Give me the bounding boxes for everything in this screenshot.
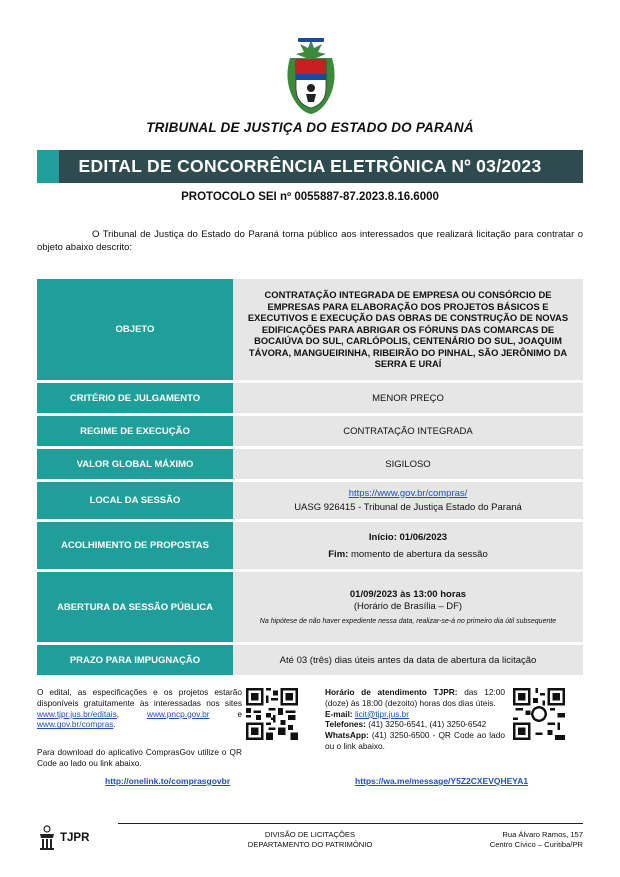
email-link[interactable]: licit@tjpr.jus.br [354, 708, 410, 719]
valor-label: VALOR GLOBAL MÁXIMO [37, 449, 233, 479]
horario-value: das 12:00 (doze) às 18:00 (dezoito) horas dos dias úteis. [325, 687, 506, 708]
local-cell [233, 482, 583, 519]
fim-label: Fim: [328, 549, 349, 560]
separator: e [209, 708, 242, 719]
parana-coat-of-arms-icon [280, 38, 342, 116]
title-banner [37, 150, 583, 183]
tjpr-logo-text: TJPR [60, 832, 90, 844]
fim-value: momento de abertura da sessão [348, 549, 488, 560]
table-row-objeto [37, 279, 583, 380]
onelink-url[interactable]: http://onelink.to/comprasgovbr [105, 776, 231, 786]
local-label: LOCAL DA SESSÃO [37, 482, 233, 519]
compras-link[interactable]: https://www.gov.br/compras/ [348, 487, 468, 499]
abertura-label: ABERTURA DA SESSÃO PÚBLICA [37, 572, 233, 642]
separator: , [116, 708, 147, 719]
link-tjpr-editais[interactable]: www.tjpr.jus.br/editais [37, 708, 117, 719]
abertura-cell [233, 572, 583, 642]
abertura-timezone: (Horário de Brasília – DF) [353, 600, 463, 612]
division-name: DIVISÃO DE LICITAÇÕES [264, 830, 356, 839]
court-name: TRIBUNAL DE JUSTIÇA DO ESTADO DO PARANÁ [146, 120, 474, 135]
whatsapp-label: WhatsApp: [325, 730, 369, 741]
tjpr-logo-icon [38, 825, 56, 851]
prazo-value: Até 03 (três) dias úteis antes da data de abertura da licitação [233, 645, 583, 675]
period: . [113, 719, 116, 730]
table-row-regime [37, 416, 583, 446]
tjpr-logo [38, 825, 89, 851]
edital-title: EDITAL DE CONCORRÊNCIA ELETRÔNICA Nº 03/2023 [78, 156, 542, 176]
acolhimento-inicio: Início: 01/06/2023 [368, 532, 448, 543]
banner-accent [37, 150, 59, 183]
compras-app-text: Para download do aplicativo ComprasGov utilize o QR Code ao lado ou link abaixo. [37, 747, 242, 768]
acolhimento-label: ACOLHIMENTO DE PROPOSTAS [37, 522, 233, 569]
local-value: UASG 926415 - Tribunal de Justiça Estado do Paraná [294, 501, 522, 513]
protocol-number: PROTOCOLO SEI nº 0055887-87.2023.8.16.6000 [181, 191, 439, 203]
telefones-value: (41) 3250-6541, (41) 3250-6542 [365, 719, 487, 730]
address-line-1: Rua Álvaro Ramos, 157 [502, 830, 583, 839]
whatsapp-qr-code-icon[interactable] [513, 688, 565, 745]
footer-right-text [325, 687, 505, 752]
acolhimento-cell [233, 522, 583, 569]
prazo-label: PRAZO PARA IMPUGNAÇÃO [37, 645, 233, 675]
department-name: DEPARTAMENTO DO PATRIMÔNIO [247, 840, 373, 849]
horario-label: Horário de atendimento TJPR: [325, 687, 458, 697]
whatsapp-value: (41) 3250-6500 - QR Code ao lado ou o link abaixo. [325, 730, 505, 751]
intro-paragraph: O Tribunal de Justiça do Estado do Paraná torna público aos interessados que realizará licitação para contratar o objeto abaixo descrito: [37, 229, 583, 253]
table-row-prazo [37, 645, 583, 675]
criterio-value: MENOR PREÇO [233, 383, 583, 413]
criterio-label: CRITÉRIO DE JULGAMENTO [37, 383, 233, 413]
table-row-criterio [37, 383, 583, 413]
objeto-cell [233, 279, 583, 380]
email-label: E-mail: [325, 708, 355, 719]
telefones-label: Telefones: [325, 719, 366, 730]
objeto-value: CONTRATAÇÃO INTEGRADA DE EMPRESA OU CONSÓRCIO DE EMPRESAS PARA ELABORAÇÃO DOS PROJETOS BÁSICOS E EXECUTIVOS E EXECUÇÃO DAS OBRAS DE CONSTRUÇÃO DE NOVAS EDIFICAÇÕES PARA ABRIGAR OS FÓRUNS DAS COMARCAS DE BOCAIÚVA DO SUL, CARLÓPOLIS, CENTENÁRIO DO SUL, JOAQUIM TÁVORA, MANGUEIRINHA, RIBEIRÃO DO PINHAL, SÃO JERÔNIMO DA SERRA E URAÍ [247, 288, 569, 370]
table-row-abertura [37, 572, 583, 642]
regime-label: REGIME DE EXECUÇÃO [37, 416, 233, 446]
link-pncp[interactable]: www.pncp.gov.br [146, 708, 210, 719]
footer-left-text [37, 687, 242, 730]
department-info [200, 830, 420, 850]
table-row-valor [37, 449, 583, 479]
qr-code-icon[interactable] [246, 688, 298, 745]
table-row-acolhimento [37, 522, 583, 569]
address [440, 830, 583, 850]
table-row-local [37, 482, 583, 519]
footer-divider [118, 823, 583, 824]
availability-text: O edital, as especificações e os projetos estarão disponíveis gratuitamente às interessadas nos sites [37, 687, 242, 708]
edital-info-table [37, 276, 583, 678]
abertura-date: 01/09/2023 às 13:00 horas [349, 588, 467, 600]
link-gov-compras[interactable]: www.gov.br/compras [37, 719, 114, 730]
valor-value: SIGILOSO [233, 449, 583, 479]
acolhimento-fim [243, 547, 573, 562]
objeto-label: OBJETO [37, 279, 233, 380]
regime-value: CONTRATAÇÃO INTEGRADA [233, 416, 583, 446]
whatsapp-url[interactable]: https://wa.me/message/Y5Z2CXEVQHEYA1 [355, 776, 529, 786]
address-line-2: Centro Cívico – Curitiba/PR [489, 840, 583, 849]
abertura-note: Na hipótese de não haver expediente nessa data, realizar-se-á no primeiro dia útil subsequente [259, 617, 557, 625]
